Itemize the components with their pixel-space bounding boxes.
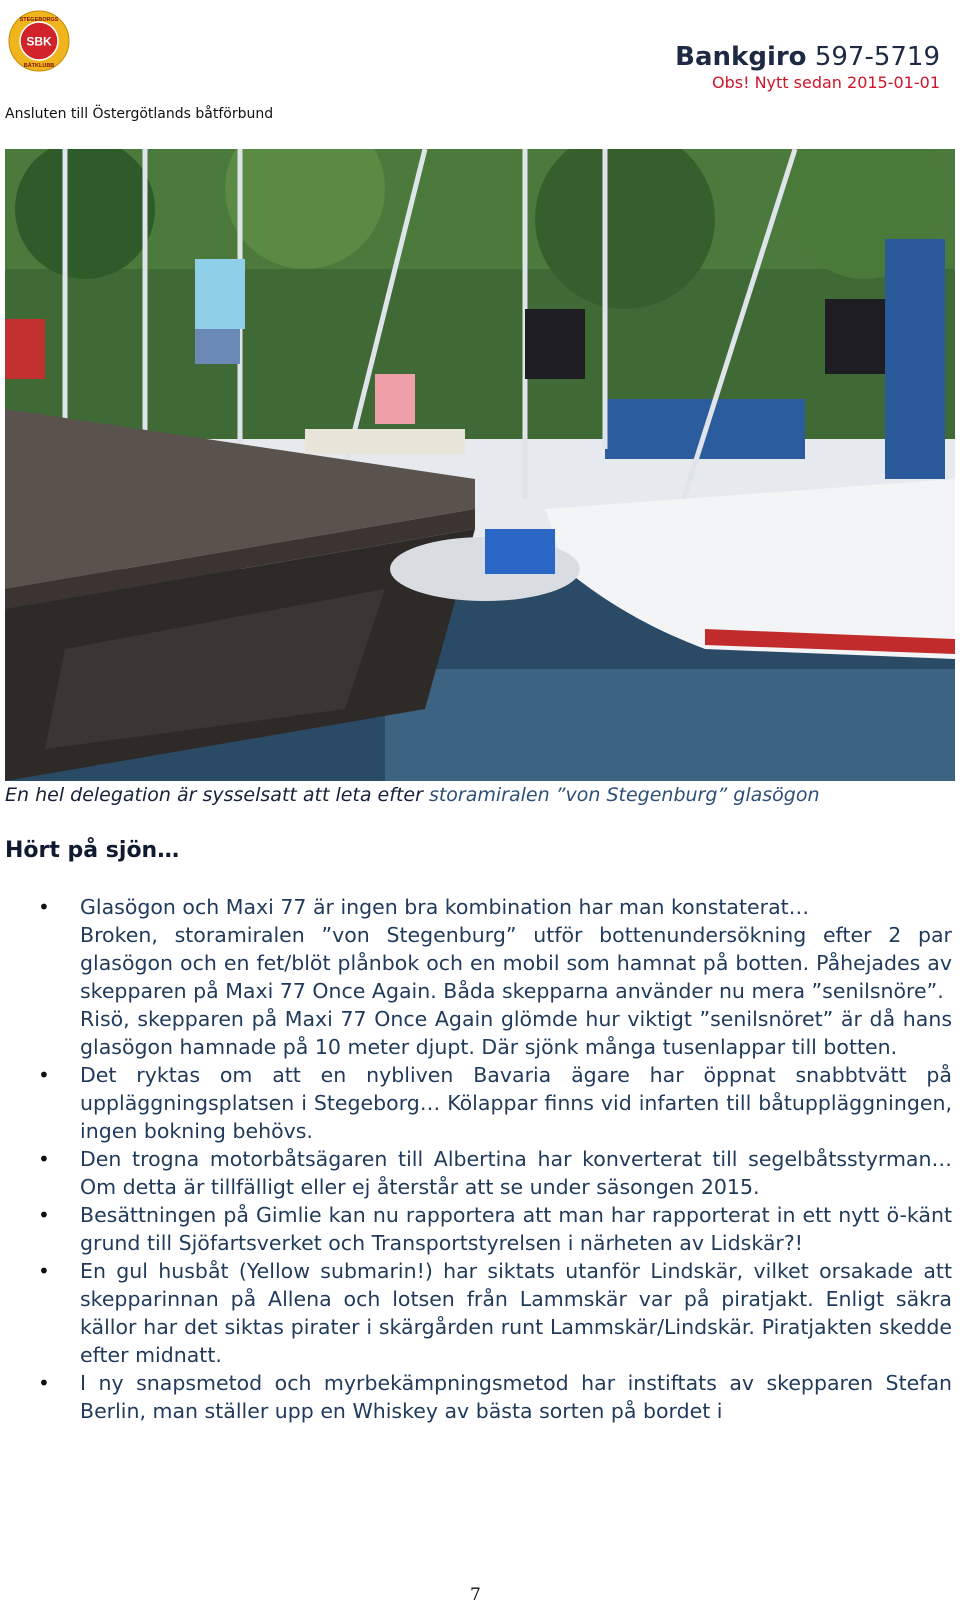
bullet-5-para-1: En gul husbåt (Yellow submarin!) har siktats utanför Lindskär, vilket orsakade att skepparinnan på Allena och lotsen från Lammskär var på piratjakt. Enligt säkra källor har det siktas pirater i skärgården runt Lammskär/Lindskär. Piratjakten skedde efter midnatt.: [80, 1259, 952, 1367]
section-heading: Hört på sjön…: [5, 838, 180, 863]
bullet-marker: •: [38, 895, 50, 919]
bullet-item-3: [38, 1145, 952, 1201]
bullet-list: [0, 893, 960, 1425]
bullet-marker: •: [38, 1259, 50, 1283]
caption-part1: En hel delegation är sysselsatt att leta efter: [5, 784, 429, 806]
logo-mark: SBK: [26, 34, 52, 49]
bankgiro-number: 597-5719: [814, 42, 940, 72]
bankgiro-line: [675, 42, 940, 72]
photo-caption: [5, 784, 820, 806]
club-logo: [8, 10, 70, 72]
marina-photo: [5, 149, 955, 781]
bullet-marker: •: [38, 1063, 50, 1087]
bullet-6-para-1: I ny snapsmetod och myrbekämpningsmetod har instiftats av skepparen Stefan Berlin, man ställer upp en Whiskey av bästa sorten på bordet i: [80, 1371, 952, 1423]
affiliation-text: Ansluten till Östergötlands båtförbund: [5, 106, 274, 122]
bullet-marker: •: [38, 1203, 50, 1227]
bullet-3-para-1: Den trogna motorbåtsägaren till Albertina har konverterat till segelbåtsstyrman… Om detta är tillfälligt eller ej återstår att se under säsongen 2015.: [80, 1147, 952, 1199]
bullet-item-6: [38, 1369, 952, 1425]
bullet-4-para-1: Besättningen på Gimlie kan nu rapportera att man har rapporterat in ett nytt ö-känt grund till Sjöfartsverket och Transportstyrelsen i närheten av Lidskär?!: [80, 1203, 952, 1255]
bullet-1-para-2: Broken, storamiralen ”von Stegenburg” utför bottenundersökning efter 2 par glasögon och en fet/blöt plånbok och en mobil som hamnat på botten. Påhejades av skepparen på Maxi 77 Once Again. Båda skepparna använder nu mera ”senilsnöre”.: [80, 923, 952, 1003]
bankgiro-block: [675, 42, 940, 94]
bullet-1-para-1: Glasögon och Maxi 77 är ingen bra kombination har man konstaterat…: [80, 895, 810, 919]
bankgiro-notice: Obs! Nytt sedan 2015-01-01: [711, 73, 940, 92]
bullet-1-para-3: Risö, skepparen på Maxi 77 Once Again glömde hur viktigt ”senilsnöret” är då hans glasögon hamnade på 10 meter djupt. Där sjönk många tusenlappar till botten.: [80, 1007, 952, 1059]
bullet-marker: •: [38, 1371, 50, 1395]
caption-part2: storamiralen ”von Stegenburg” glasögon: [428, 784, 820, 806]
bullet-item-4: [38, 1201, 952, 1257]
logo-bottom-text: BÅTKLUBB: [23, 63, 55, 69]
bullet-item-5: [38, 1257, 952, 1369]
bankgiro-label: Bankgiro: [675, 42, 807, 72]
bullet-item-1: [38, 893, 952, 1061]
page-number: 7: [470, 1585, 481, 1605]
bullet-item-2: [38, 1061, 952, 1145]
logo-top-text: STEGEBORGS: [19, 17, 59, 23]
bullet-marker: •: [38, 1147, 50, 1171]
bullet-2-para-1: Det ryktas om att en nybliven Bavaria ägare har öppnat snabbtvätt på uppläggningsplatsen i Stegeborg… Kölappar finns vid infarten till båtuppläggningen, ingen bokning behövs.: [80, 1063, 952, 1143]
